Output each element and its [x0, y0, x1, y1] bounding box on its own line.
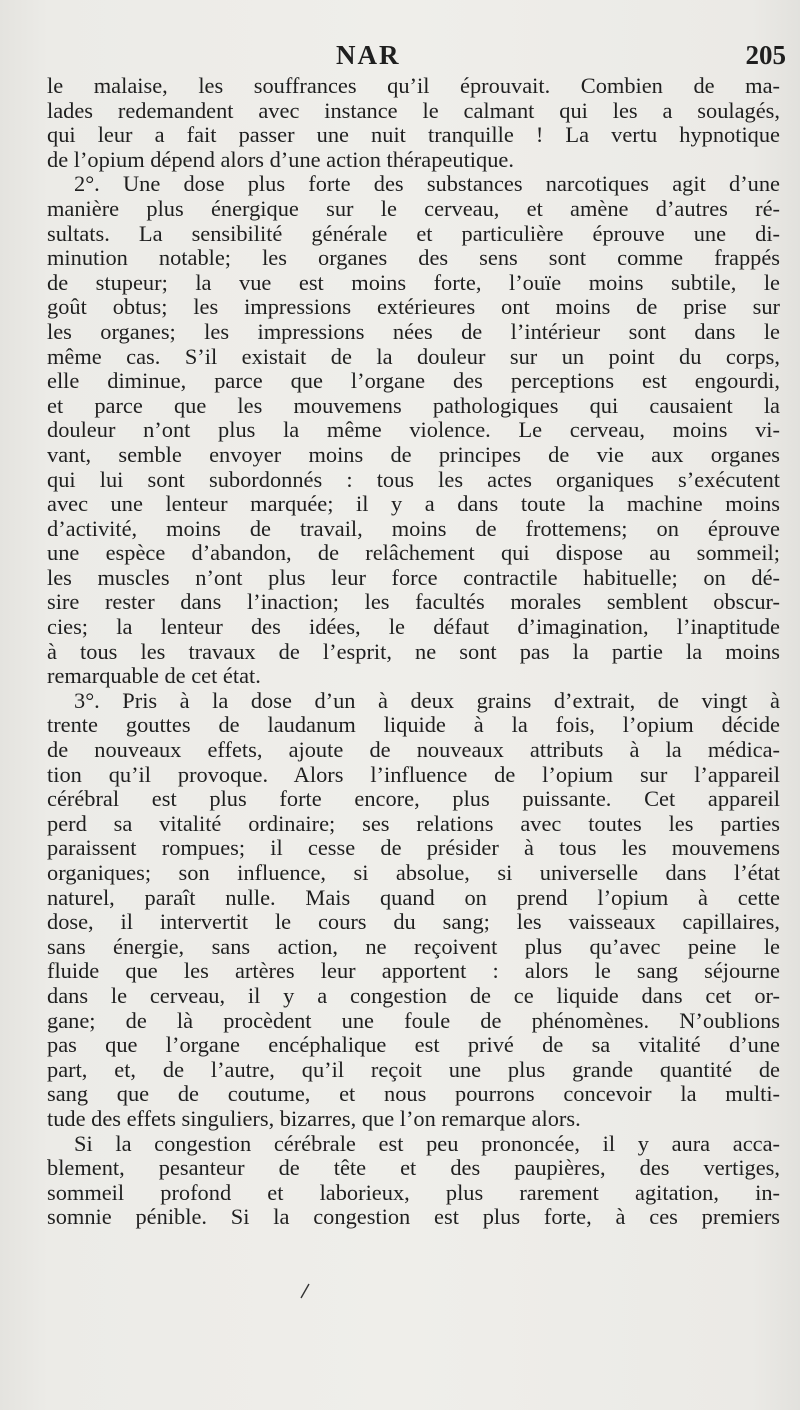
text-line: trente gouttes de laudanum liquide à la fois, l’opium décide [47, 713, 780, 738]
text-line: d’activité, moins de travail, moins de frottemens; on éprouve [47, 516, 780, 541]
text-line: à tous les travaux de l’esprit, ne sont pas la partie la moins [47, 639, 780, 664]
text-line: paraissent rompues; il cesse de présider à tous les mouvemens [47, 836, 780, 861]
text-line: qui lui sont subordonnés : tous les actes organiques s’exécutent [47, 467, 780, 492]
text-line: blement, pesanteur de tête et des paupières, des vertiges, [47, 1156, 780, 1181]
text-line: pas que l’organe encéphalique est privé de sa vitalité d’une [47, 1033, 780, 1058]
text-line: douleur n’ont plus la même violence. Le cerveau, moins vi- [47, 418, 780, 443]
text-line: fluide que les artères leur apportent : alors le sang séjourne [47, 959, 780, 984]
body-text [47, 74, 780, 1230]
text-line: organiques; son influence, si absolue, si universelle dans l’état [47, 861, 780, 885]
text-line: qui leur a fait passer une nuit tranquille ! La vertu hypnotique [47, 123, 780, 148]
text-line: sans énergie, sans action, ne reçoivent plus qu’avec peine le [47, 934, 780, 959]
text-line: elle diminue, parce que l’organe des perceptions est engourdi, [47, 369, 780, 394]
text-line: de stupeur; la vue est moins forte, l’ouïe moins subtile, le [47, 270, 780, 295]
text-line: remarquable de cet état. [47, 664, 261, 689]
text-line: sultats. La sensibilité générale et particulière éprouve une di- [47, 221, 780, 246]
text-line: naturel, paraît nulle. Mais quand on prend l’opium à cette [47, 885, 780, 910]
text-line: dans le cerveau, il y a congestion de ce liquide dans cet or- [47, 983, 780, 1008]
text-line: avec une lenteur marquée; il y a dans toute la machine moins [47, 492, 780, 517]
text-line: minution notable; les organes des sens sont comme frappés [47, 246, 780, 271]
text-line: tion qu’il provoque. Alors l’influence de l’opium sur l’appareil [47, 762, 780, 787]
text-line: tude des effets singuliers, bizarres, que l’on remarque alors. [47, 1106, 581, 1131]
text-line: somnie pénible. Si la congestion est plus forte, à ces premiers [47, 1205, 780, 1230]
stray-mark-icon [296, 1282, 314, 1300]
running-head [0, 40, 800, 74]
page-number: 205 [745, 40, 786, 70]
text-line: dose, il intervertit le cours du sang; les vaisseaux capillaires, [47, 910, 780, 935]
text-line: de l’opium dépend alors d’une action thérapeutique. [47, 147, 514, 172]
text-line: une espèce d’abandon, de relâchement qui dispose au sommeil; [47, 541, 780, 566]
text-line: vant, semble envoyer moins de principes de vie aux organes [47, 442, 780, 467]
text-line: sommeil profond et laborieux, plus rarement agitation, in- [47, 1180, 780, 1205]
text-line: 2°. Une dose plus forte des substances narcotiques agit d’une [74, 172, 780, 197]
text-line: sang que de coutume, et nous pourrons concevoir la multi- [47, 1082, 780, 1107]
text-line: même cas. S’il existait de la douleur sur un point du corps, [47, 344, 780, 369]
text-line: perd sa vitalité ordinaire; ses relations avec toutes les parties [47, 811, 780, 836]
text-line: les muscles n’ont plus leur force contractile habituelle; on dé- [47, 565, 780, 590]
text-line: de nouveaux effets, ajoute de nouveaux attributs à la médica- [47, 738, 780, 763]
text-line: et parce que les mouvemens pathologiques qui causaient la [47, 393, 780, 418]
text-line: lades redemandent avec instance le calmant qui les a soulagés, [47, 98, 780, 123]
text-line: gane; de là procèdent une foule de phénomènes. N’oublions [47, 1008, 780, 1033]
text-line: 3°. Pris à la dose d’un à deux grains d’extrait, de vingt à [74, 688, 780, 713]
text-line: manière plus énergique sur le cerveau, et amène d’autres ré- [47, 196, 780, 221]
text-line: les organes; les impressions nées de l’intérieur sont dans le [47, 319, 780, 344]
text-line: le malaise, les souffrances qu’il éprouvait. Combien de ma- [47, 74, 780, 98]
text-line: Si la congestion cérébrale est peu prononcée, il y aura acca- [74, 1131, 780, 1156]
text-line: part, et, de l’autre, qu’il reçoit une plus grande quantité de [47, 1057, 780, 1082]
running-head-title: NAR [336, 40, 401, 70]
text-line: sire rester dans l’inaction; les facultés morales semblent obscur- [47, 590, 780, 615]
text-line: cies; la lenteur des idées, le défaut d’imagination, l’inaptitude [47, 615, 780, 640]
text-line: cérébral est plus forte encore, plus puissante. Cet appareil [47, 787, 780, 812]
text-line: goût obtus; les impressions extérieures ont moins de prise sur [47, 295, 780, 320]
